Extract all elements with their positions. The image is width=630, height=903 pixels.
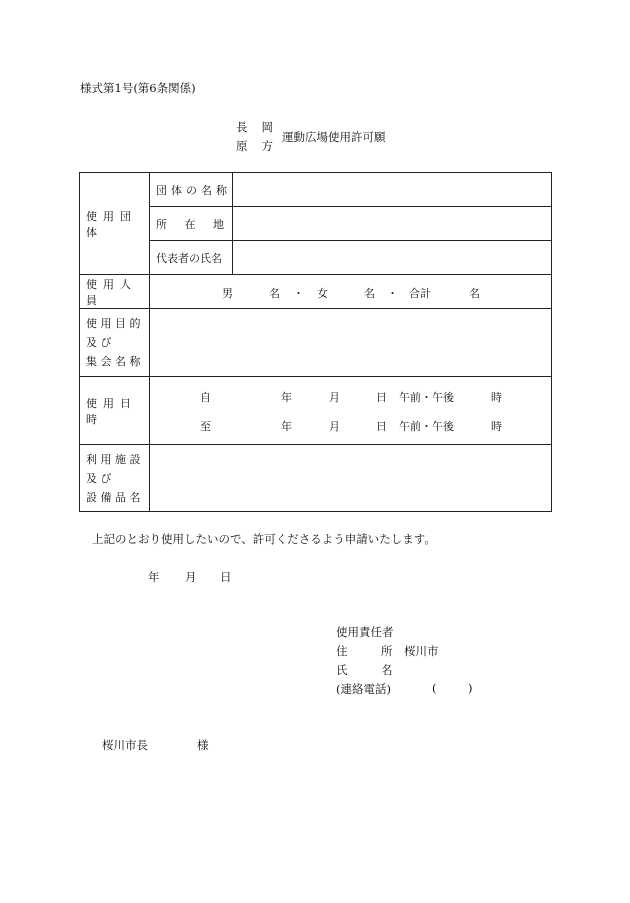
date-year-label: 年 <box>148 570 160 584</box>
representative-field[interactable] <box>233 241 552 275</box>
date-to-hour: 時 <box>491 420 502 433</box>
facility-label <box>80 445 150 512</box>
phone-paren-close: ) <box>468 681 473 695</box>
address-field[interactable] <box>233 207 552 241</box>
purpose-char: 称 <box>129 355 141 368</box>
date-to-month: 月 <box>329 420 340 433</box>
separator: ・ <box>387 287 398 300</box>
date-to-marker: 至 <box>200 420 211 433</box>
mayor-title: 桜川市長 <box>102 738 148 752</box>
date-from-day: 日 <box>376 391 387 404</box>
purpose-char: 及 <box>86 336 97 349</box>
facility-char: 設 <box>129 452 141 466</box>
responsible-phone-label: (連絡電話) <box>336 682 391 696</box>
facility-row <box>80 445 552 512</box>
application-table <box>79 172 552 512</box>
request-statement: 上記のとおり使用したいので、許可くださるよう申請いたします。 <box>92 532 436 546</box>
facility-prefix-line2: 原方 <box>236 139 287 153</box>
facility-char: 利 <box>86 452 97 466</box>
purpose-char: 用 <box>100 317 112 330</box>
purpose-char: 名 <box>115 355 126 368</box>
responsible-address-value[interactable]: 桜川市 <box>404 644 439 658</box>
date-to-ampm: 午前・午後 <box>399 420 454 433</box>
group-section-label: 使用団体 <box>80 173 150 275</box>
purpose-row <box>80 309 552 377</box>
total-unit: 名 <box>469 287 480 300</box>
date-day-label: 日 <box>220 570 232 584</box>
date-to-day: 日 <box>376 420 387 433</box>
honorific: 様 <box>197 738 209 752</box>
date-to-year: 年 <box>281 420 292 433</box>
date-from-hour: 時 <box>491 391 502 404</box>
address-label-char: 在 <box>184 217 196 231</box>
document-title: 運動広場使用許可願 <box>282 130 386 144</box>
responsible-address-label-1: 住 <box>336 644 348 658</box>
purpose-char: 目 <box>115 317 126 330</box>
responsible-name-label-2: 名 <box>381 663 393 677</box>
representative-label: 代表者の氏名 <box>150 241 233 275</box>
facility-field[interactable] <box>150 445 552 512</box>
responsible-address-label-2: 所 <box>381 644 393 658</box>
phone-paren-open: ( <box>432 681 437 695</box>
facility-char: 名 <box>129 490 141 504</box>
group-name-field[interactable] <box>233 173 552 207</box>
facility-char: 品 <box>115 490 126 504</box>
date-row <box>80 377 552 445</box>
date-from-month: 月 <box>329 391 340 404</box>
facility-char: 及 <box>86 471 97 485</box>
total-label: 合計 <box>409 287 431 300</box>
date-field[interactable] <box>150 377 552 445</box>
date-label: 使用日時 <box>80 377 150 445</box>
facility-prefix <box>236 118 287 156</box>
date-month-label: 月 <box>185 570 197 584</box>
male-label: 男 <box>222 287 233 300</box>
separator: ・ <box>293 287 304 300</box>
address-label-char: 地 <box>213 217 224 231</box>
purpose-field[interactable] <box>150 309 552 377</box>
purpose-char: 集 <box>86 355 97 368</box>
purpose-char: 会 <box>100 355 112 368</box>
purpose-char: 的 <box>129 317 141 330</box>
responsible-name-label-1: 氏 <box>336 663 348 677</box>
facility-char: び <box>100 471 112 485</box>
representative-row <box>80 241 552 275</box>
facility-char: 設 <box>86 490 97 504</box>
female-label: 女 <box>317 287 328 300</box>
address-label-char: 所 <box>156 217 167 231</box>
facility-char: 施 <box>115 452 126 466</box>
female-unit: 名 <box>364 287 375 300</box>
address-row <box>80 207 552 241</box>
users-label: 使用人員 <box>80 275 150 309</box>
address-label <box>150 207 233 241</box>
users-field[interactable] <box>150 275 552 309</box>
facility-prefix-line1: 長岡 <box>236 120 287 134</box>
date-from-year: 年 <box>281 391 292 404</box>
group-name-row <box>80 173 552 207</box>
group-name-label: 団体の名称 <box>150 173 233 207</box>
date-from-ampm: 午前・午後 <box>399 391 454 404</box>
male-unit: 名 <box>269 287 280 300</box>
date-from-marker: 自 <box>200 391 211 404</box>
purpose-label <box>80 309 150 377</box>
purpose-char: び <box>100 336 112 349</box>
purpose-char: 使 <box>86 317 97 330</box>
users-row <box>80 275 552 309</box>
facility-char: 備 <box>100 490 112 504</box>
responsible-heading: 使用責任者 <box>336 625 394 639</box>
form-number: 様式第1号(第6条関係) <box>80 81 196 95</box>
facility-char: 用 <box>100 452 112 466</box>
